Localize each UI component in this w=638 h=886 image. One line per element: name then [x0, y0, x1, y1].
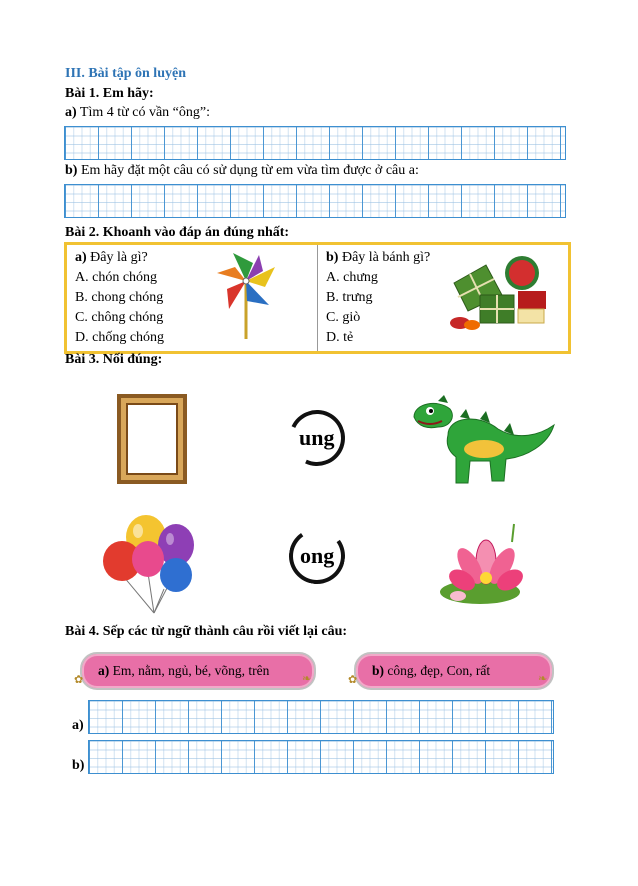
- exercise-1a-label: a): [65, 105, 77, 120]
- option-2b-d[interactable]: D. tẻ: [326, 330, 354, 345]
- writing-grid-4b[interactable]: [88, 740, 554, 774]
- pill-b-decoration-icon: ✿: [348, 674, 358, 686]
- exercise-1a-prompt: [65, 105, 210, 121]
- question-2a-label: a): [75, 250, 87, 265]
- exercise-1b-text: Em hãy đặt một câu có sử dụng từ em vừa tìm được ở câu a:: [77, 163, 419, 178]
- option-2a-d[interactable]: D. chống chóng: [75, 330, 165, 345]
- pinwheel-image: [213, 251, 279, 341]
- option-2b-a[interactable]: A. chưng: [326, 270, 378, 285]
- option-2b-c[interactable]: C. giò: [326, 310, 361, 325]
- pill-a-label: a): [98, 663, 110, 678]
- option-2b-b[interactable]: B. trưng: [326, 290, 373, 305]
- writing-grid-1a[interactable]: [64, 126, 566, 160]
- pill-b-text: công, đẹp, Con, rất: [384, 663, 491, 678]
- word-pill-a: [80, 652, 316, 690]
- option-2a-b[interactable]: B. chong chóng: [75, 290, 164, 305]
- rhyme-ong-label: ong: [299, 543, 335, 568]
- writing-grid-1b[interactable]: [64, 184, 566, 218]
- pill-a-text: Em, nằm, ngủ, bé, võng, trên: [109, 663, 270, 678]
- picture-frame-image[interactable]: [116, 393, 188, 485]
- pill-b-swirl-icon: ❧: [538, 673, 548, 685]
- exercise-1b-label: b): [65, 163, 78, 178]
- balloons-image[interactable]: [98, 515, 202, 615]
- rhyme-ring-ong[interactable]: [285, 524, 350, 589]
- question-2b-cell: [318, 244, 570, 353]
- pill-a-decoration-icon: ✿: [74, 674, 84, 686]
- answer-row-b-label: b): [72, 758, 85, 773]
- option-2a-a[interactable]: A. chón chóng: [75, 270, 158, 285]
- question-2b-label: b): [326, 250, 339, 265]
- dinosaur-image[interactable]: [408, 395, 556, 491]
- lotus-image[interactable]: [440, 522, 530, 606]
- answer-row-a-label: a): [72, 718, 84, 733]
- exercise-1b-prompt: [65, 163, 419, 179]
- exercise-2-title: Bài 2. Khoanh vào đáp án đúng nhất:: [65, 225, 290, 240]
- tet-food-image: [446, 253, 550, 335]
- writing-grid-4a[interactable]: [88, 700, 554, 734]
- pill-b-label: b): [372, 663, 385, 678]
- option-2a-c[interactable]: C. chông chóng: [75, 310, 164, 325]
- exercise-1a-text: Tìm 4 từ có vần “ông”:: [76, 105, 210, 120]
- exercise-4-title: Bài 4. Sếp các từ ngữ thành câu rồi viết lại câu:: [65, 624, 348, 639]
- question-2a-cell: [66, 244, 318, 353]
- pill-a-swirl-icon: ❧: [302, 673, 312, 685]
- question-2b-text: Đây là bánh gì?: [338, 250, 431, 265]
- question-2a-text: Đây là gì?: [86, 250, 148, 265]
- rhyme-ring-ung[interactable]: [281, 402, 353, 474]
- multiple-choice-table: [64, 242, 571, 354]
- section-title: III. Bài tập ôn luyện: [65, 66, 186, 81]
- word-pill-b: [354, 652, 554, 690]
- exercise-3-title: Bài 3. Nối đúng:: [65, 352, 163, 367]
- rhyme-ung-label: ung: [299, 425, 335, 451]
- exercise-1-title: Bài 1. Em hãy:: [65, 86, 154, 101]
